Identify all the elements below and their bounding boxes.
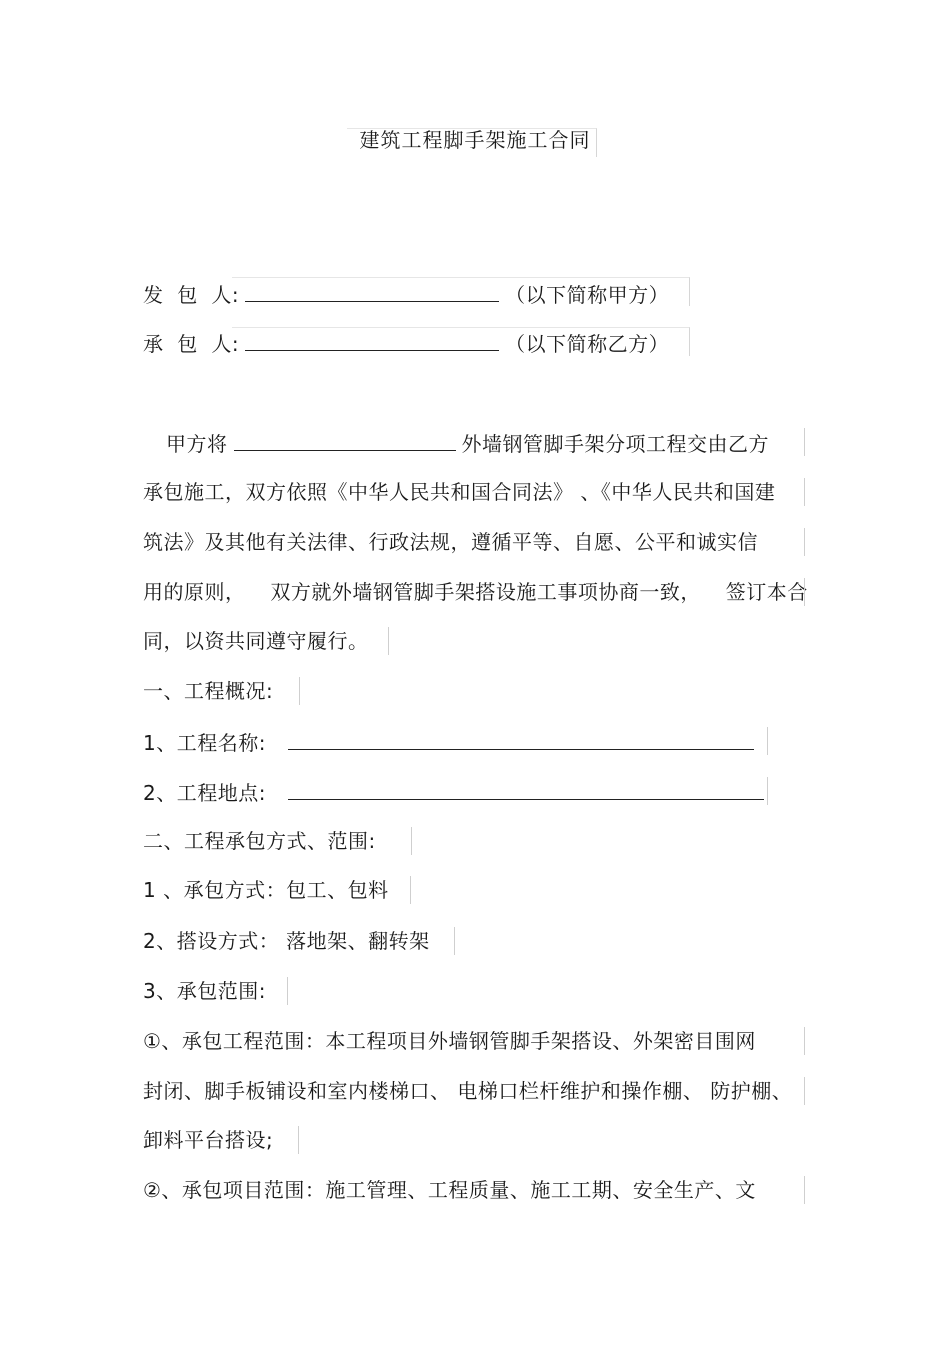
margin-mark bbox=[804, 1176, 805, 1204]
margin-mark bbox=[767, 777, 768, 805]
margin-mark bbox=[804, 478, 805, 506]
margin-mark bbox=[804, 1077, 805, 1105]
scope1-line-1: ①、承包工程范围：本工程项目外墙钢管脚手架搭设、外架密目围网 bbox=[143, 1029, 756, 1053]
project-location-line bbox=[143, 777, 770, 807]
project-name-blank bbox=[288, 727, 754, 750]
intro-line-2: 承包施工，双方依照《中华人民共和国合同法》 、《中华人民共和国建 bbox=[143, 480, 776, 504]
intro-line-5: 同，以资共同遵守履行。 bbox=[143, 629, 369, 653]
project-blank bbox=[234, 428, 456, 451]
project-name-label: 1、工程名称: bbox=[143, 731, 266, 755]
employer-suffix: （以下简称甲方） bbox=[505, 283, 670, 307]
margin-mark bbox=[298, 1126, 299, 1154]
intro-line-3: 筑法》及其他有关法律、行政法规，遵循平等、自愿、公平和诚实信 bbox=[143, 530, 758, 554]
margin-mark bbox=[299, 677, 300, 705]
employer-label: 发 包 人: bbox=[143, 283, 240, 307]
margin-mark bbox=[804, 1027, 805, 1055]
margin-mark bbox=[804, 428, 805, 456]
margin-mark bbox=[804, 578, 805, 606]
document-title: 建筑工程脚手架施工合同 bbox=[359, 128, 591, 152]
margin-mark bbox=[410, 876, 411, 904]
contractor-label: 承 包 人: bbox=[143, 332, 240, 356]
margin-mark bbox=[454, 927, 455, 955]
contract-method: 1 、承包方式：包工、包料 bbox=[143, 878, 389, 902]
title-frame bbox=[347, 128, 597, 157]
intro-line-4: 用的原则， 双方就外墙钢管脚手架搭设施工事项协商一致， 签订本合 bbox=[143, 580, 808, 604]
margin-mark bbox=[287, 977, 288, 1005]
scope1-line-2: 封闭、脚手板铺设和室内楼梯口、 电梯口栏杆维护和操作棚、 防护棚、 bbox=[143, 1079, 793, 1103]
scope2-line-1: ②、承包项目范围：施工管理、工程质量、施工工期、安全生产、文 bbox=[143, 1178, 756, 1202]
erection-method: 2、搭设方式： 落地架、翻转架 bbox=[143, 929, 430, 953]
intro-prefix: 甲方将 bbox=[166, 432, 228, 456]
project-location-label: 2、工程地点: bbox=[143, 781, 266, 805]
scope1-line-3: 卸料平台搭设; bbox=[143, 1128, 274, 1152]
project-name-line bbox=[143, 727, 760, 757]
margin-mark bbox=[411, 827, 412, 855]
contractor-frame bbox=[232, 327, 690, 356]
margin-mark bbox=[804, 528, 805, 556]
contractor-suffix: （以下简称乙方） bbox=[505, 332, 670, 356]
section2-heading: 二、工程承包方式、范围: bbox=[143, 829, 376, 853]
scope-heading: 3、承包范围: bbox=[143, 979, 266, 1003]
margin-mark bbox=[388, 627, 389, 655]
intro-line-1 bbox=[166, 428, 769, 458]
section1-heading: 一、工程概况: bbox=[143, 679, 274, 703]
intro-suffix: 外墙钢管脚手架分项工程交由乙方 bbox=[461, 432, 769, 456]
margin-mark bbox=[767, 727, 768, 755]
employer-frame bbox=[232, 277, 690, 306]
project-location-blank bbox=[288, 777, 764, 800]
